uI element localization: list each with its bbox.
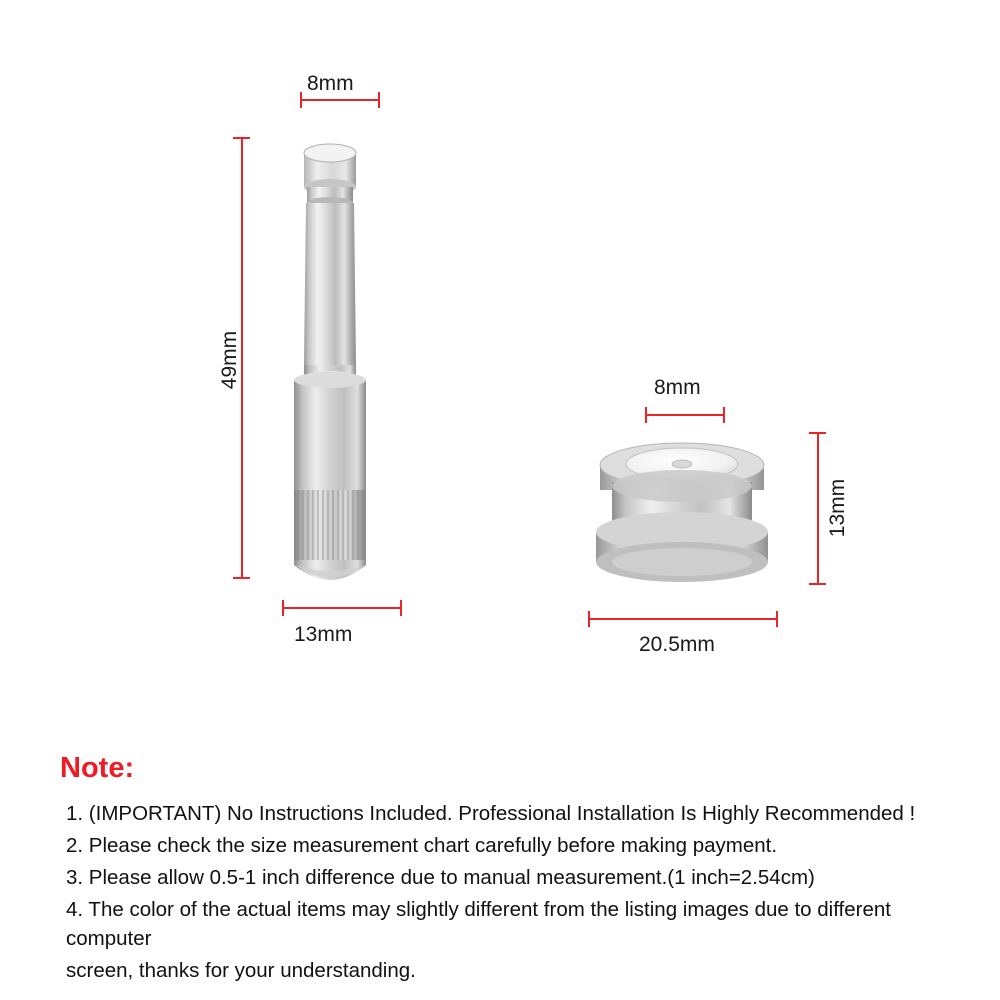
dim-label-pin-base-width: 13mm [294,623,353,646]
dim-tick-cap-top-right [723,407,725,423]
dim-tick-pin-top-right [378,92,380,108]
dim-tick-pin-length-top [233,137,250,139]
dim-tick-pin-base-left [282,600,284,616]
dim-tick-cap-outer-left [588,611,590,627]
dim-tick-pin-top-left [300,92,302,108]
note-title: Note: [60,752,135,784]
dim-tick-pin-base-right [400,600,402,616]
dim-line-pin-base [282,607,400,609]
dim-tick-pin-length-bottom [233,577,250,579]
bushing-cap-illustration [582,420,782,600]
dim-tick-cap-top-left [645,407,647,423]
dim-tick-cap-height-bottom [809,583,826,585]
dim-line-cap-height [817,432,819,583]
note-line-3: 3. Please allow 0.5-1 inch difference due to manual measurement.(1 inch=2.54cm) [66,866,815,889]
shock-absorber-pin-illustration [270,125,390,595]
note-line-4: 4. The color of the actual items may slightly different from the listing images due to different computer [66,898,891,950]
note-line-1: 1. (IMPORTANT) No Instructions Included. Professional Installation Is Highly Recommended ! [66,802,916,825]
dim-line-pin-top [300,99,378,101]
dim-label-pin-length: 49mm [218,330,241,390]
note-line-2: 2. Please check the size measurement chart carefully before making payment. [66,834,778,857]
note-line-5: screen, thanks for your understanding. [66,959,416,982]
dim-line-cap-outer [588,618,776,620]
dim-label-cap-outer-width: 20.5mm [639,633,715,656]
dim-tick-cap-height-top [809,432,826,434]
dim-tick-cap-outer-right [776,611,778,627]
dim-label-cap-top-width: 8mm [654,376,701,399]
dim-label-cap-height: 13mm [826,478,849,538]
dim-label-pin-top-width: 8mm [307,72,354,95]
dim-line-cap-top [645,414,723,416]
note-block [60,752,980,988]
